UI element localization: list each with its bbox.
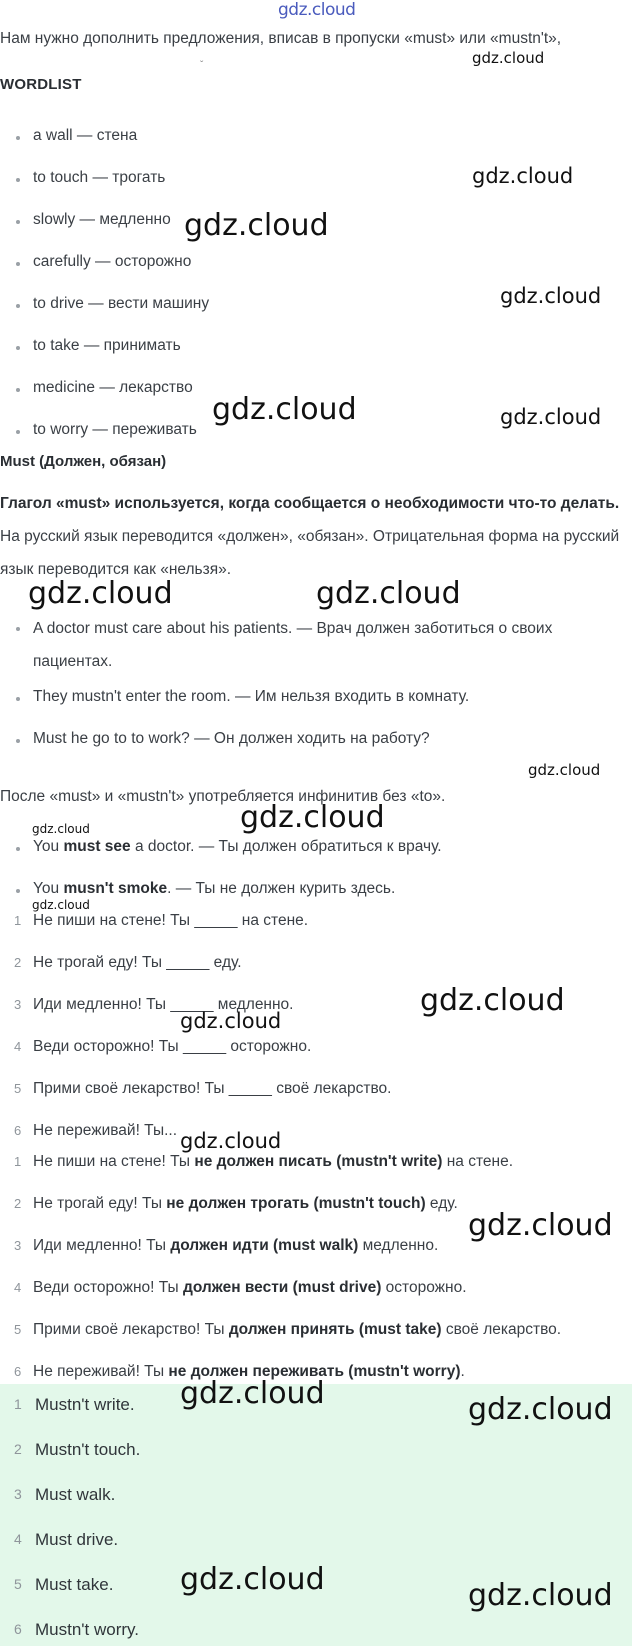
watermark: gdz.cloud — [468, 1208, 613, 1243]
watermark: gdz.cloud — [528, 761, 601, 779]
rule-text: После «must» и «mustn't» употребляется инфинитив без «to». — [0, 788, 446, 805]
bullet-dot — [16, 739, 20, 743]
bullet-dot — [16, 220, 20, 224]
watermark: gdz.cloud — [180, 1129, 282, 1153]
wordlist-title: WORDLIST — [0, 76, 82, 93]
watermark: gdz.cloud — [316, 576, 461, 611]
bullet-dot — [16, 136, 20, 140]
paragraph-bold: Глагол «must» используется, когда сообщается о необходимости что-то делать. — [0, 495, 620, 512]
bullet-dot — [16, 697, 20, 701]
intro-text: Нам нужно дополнить предложения, вписав в пропуски «must» или «mustn't», — [0, 30, 562, 47]
watermark: gdz.cloud — [32, 898, 90, 912]
bullet-dot — [16, 346, 20, 350]
watermark: gdz.cloud — [468, 1578, 613, 1613]
bullet-dot — [16, 388, 20, 392]
watermark: gdz.cloud — [420, 983, 565, 1018]
explanation-paragraph — [0, 487, 632, 586]
watermark: gdz.cloud — [28, 576, 173, 611]
section-title: Must (Должен, обязан) — [0, 453, 167, 470]
watermark: gdz.cloud — [500, 405, 602, 429]
bullet-dot — [16, 304, 20, 308]
bullet-dot — [16, 847, 20, 851]
site-watermark-top: gdz.cloud — [278, 0, 356, 20]
watermark: gdz.cloud — [184, 208, 329, 243]
watermark: gdz.cloud — [212, 392, 357, 427]
bullet-dot — [16, 178, 20, 182]
bullet-dot — [16, 430, 20, 434]
watermark: gdz.cloud — [180, 1009, 282, 1033]
bullet-dot — [16, 889, 20, 893]
watermark: gdz.cloud — [468, 1392, 613, 1427]
watermark: gdz.cloud — [180, 1376, 325, 1411]
bullet-dot — [16, 627, 20, 631]
bullet-dot — [16, 262, 20, 266]
paragraph-rest: На русский язык переводится «должен», «обязан». Отрицательная форма на русский язык переводится как «нельзя». — [0, 528, 620, 578]
watermark: gdz.cloud — [240, 800, 385, 835]
watermark: gdz.cloud — [32, 822, 90, 836]
answers-box: 1 Mustn't write. 2 Mustn't touch. 3 Must walk. 4 Must drive. 5 Must take. 6 Mustn't worry. — [0, 1384, 632, 1646]
watermark: gdz.cloud — [500, 284, 602, 308]
watermark: gdz.cloud — [180, 1562, 325, 1597]
watermark: gdz.cloud — [472, 164, 574, 188]
small-mark: ˇ — [200, 60, 204, 71]
watermark: gdz.cloud — [472, 49, 545, 67]
